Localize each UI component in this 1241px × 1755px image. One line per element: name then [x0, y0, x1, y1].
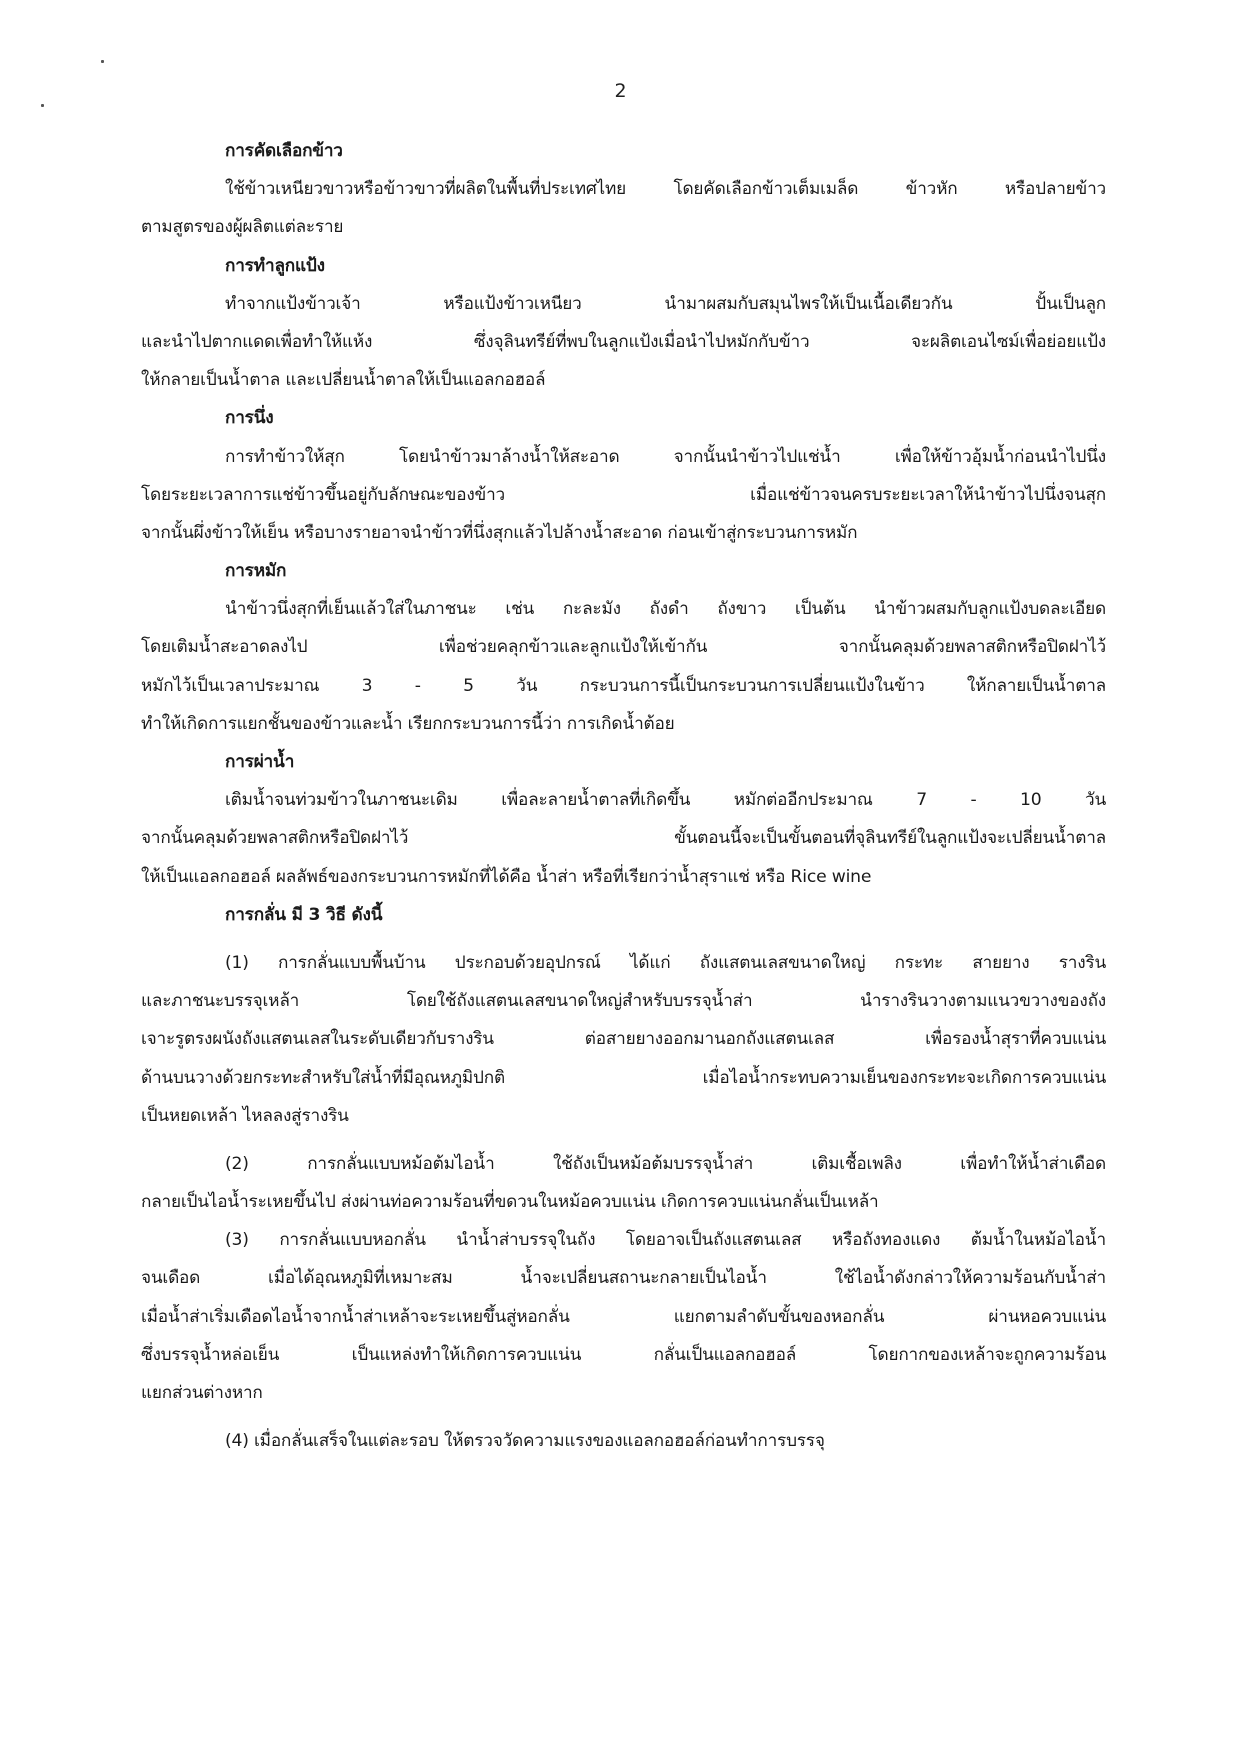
list-item-line: (1) การกลั่นแบบพื้นบ้าน ประกอบด้วยอุปกรณ์ ได้แก่ ถังแสตนเลสขนาดใหญ่ กระทะ สายยาง รางริน [225, 952, 1106, 973]
list-item-line: เมื่อน้ำส่าเริ่มเดือดไอน้ำจากน้ำส่าเหล้าจะระเหยขึ้นสู่หอกลั่น แยกตามลำดับขั้นของหอกลั่น ผ่านหอควบแน่น [141, 1306, 1106, 1327]
paragraph-line: ทำให้เกิดการแยกชั้นของข้าวและน้ำ เรียกกระบวนการนี้ว่า การเกิดน้ำต้อย [141, 713, 675, 734]
scan-speck [41, 104, 44, 107]
section-heading-suffix: มี 3 วิธี ดังนี้ [285, 904, 383, 925]
section-heading: การหมัก [225, 561, 287, 582]
paragraph-line: เติมน้ำจนท่วมข้าวในภาชนะเดิม เพื่อละลายน้ำตาลที่เกิดขึ้น หมักต่ออีกประมาณ 7 - 10 วัน [225, 790, 1106, 811]
paragraph-line: จากนั้นผึ่งข้าวให้เย็น หรือบางรายอาจนำข้าวที่นึ่งสุกแล้วไปล้างน้ำสะอาด ก่อนเข้าสู่กระบวนการหมัก [141, 522, 858, 543]
section-heading: การผ่าน้ำ [225, 752, 295, 772]
document-body [141, 132, 1106, 1460]
paragraph-line: ให้เป็นแอลกอฮอล์ ผลลัพธ์ของกระบวนการหมักที่ได้คือ น้ำส่า หรือที่เรียกว่าน้ำสุราแช่ หรือ Rice wine [141, 866, 872, 887]
paragraph-line: จากนั้นคลุมด้วยพลาสติกหรือปิดฝาไว้ ขั้นตอนนี้จะเป็นขั้นตอนที่จุลินทรีย์ในลูกแป้งจะเปลี่ยนน้ำตาล [141, 828, 1106, 849]
paragraph-line: โดยเติมน้ำสะอาดลงไป เพื่อช่วยคลุกข้าวและลูกแป้งให้เข้ากัน จากนั้นคลุมด้วยพลาสติกหรือปิดฝาไว้ [141, 637, 1106, 658]
list-item-line: เจาะรูตรงผนังถังแสตนเลสในระดับเดียวกับรางริน ต่อสายยางออกมานอกถังแสตนเลส เพื่อรองน้ำสุราที่ควบแน่น [141, 1029, 1106, 1050]
list-item-line: กลายเป็นไอน้ำระเหยขึ้นไป ส่งผ่านท่อความร้อนที่ขดวนในหม้อควบแน่น เกิดการควบแน่นกลั่นเป็นเหล้า [141, 1192, 879, 1213]
paragraph-line: ให้กลายเป็นน้ำตาล และเปลี่ยนน้ำตาลให้เป็นแอลกอฮอล์ [141, 370, 546, 391]
list-item-line: ซึ่งบรรจุน้ำหล่อเย็น เป็นแหล่งทำให้เกิดการควบแน่น กลั่นเป็นแอลกอฮอล์ โดยกากของเหล้าจะถูกความร้อน [141, 1344, 1106, 1365]
page-number: 2 [614, 80, 627, 102]
paragraph-line: ใช้ข้าวเหนียวขาวหรือข้าวขาวที่ผลิตในพื้นที่ประเทศไทย โดยคัดเลือกข้าวเต็มเมล็ด ข้าวหัก หรือปลายข้าว [225, 179, 1106, 200]
section-heading-label: การกลั่น [225, 904, 286, 925]
list-item-line: (3) การกลั่นแบบหอกลั่น นำน้ำส่าบรรจุในถัง โดยอาจเป็นถังแสตนเลส หรือถังทองแดง ต้มน้ำในหม้อไอน้ำ [225, 1230, 1106, 1251]
list-item-line: เป็นหยดเหล้า ไหลลงสู่รางริน [141, 1105, 349, 1126]
section-heading: การคัดเลือกข้าว [225, 141, 343, 161]
paragraph-line: หมักไว้เป็นเวลาประมาณ 3 - 5 วัน กระบวนการนี้เป็นกระบวนการเปลี่ยนแป้งในข้าว ให้กลายเป็นน้ำตาล [141, 675, 1106, 696]
list-item-line: จนเดือด เมื่อได้อุณหภูมิที่เหมาะสม น้ำจะเปลี่ยนสถานะกลายเป็นไอน้ำ ใช้ไอน้ำดังกล่าวให้ความร้อนกับน้ำส่า [141, 1268, 1106, 1289]
list-item-line: (4) เมื่อกลั่นเสร็จในแต่ละรอบ ให้ตรวจวัดความแรงของแอลกอฮอล์ก่อนทำการบรรจุ [225, 1431, 825, 1452]
list-item-line: ด้านบนวางด้วยกระทะสำหรับใส่น้ำที่มีอุณหภูมิปกติ เมื่อไอน้ำกระทบความเย็นของกระทะจะเกิดการควบแน่น [141, 1067, 1106, 1088]
paragraph-line: ตามสูตรของผู้ผลิตแต่ละราย [141, 217, 344, 238]
scan-speck [101, 60, 104, 63]
list-item-line: และภาชนะบรรจุเหล้า โดยใช้ถังแสตนเลสขนาดใหญ่สำหรับบรรจุน้ำส่า นำรางรินวางตามแนวขวางของถัง [141, 991, 1106, 1012]
paragraph-line: นำข้าวนึ่งสุกที่เย็นแล้วใส่ในภาชนะ เช่น กะละมัง ถังดำ ถังขาว เป็นต้น นำข้าวผสมกับลูกแป้งบดละเอียด [225, 599, 1106, 620]
paragraph-line: ทำจากแป้งข้าวเจ้า หรือแป้งข้าวเหนียว นำมาผสมกับสมุนไพรให้เป็นเนื้อเดียวกัน ปั้นเป็นลูก [225, 293, 1106, 314]
paragraph-line: และนำไปตากแดดเพื่อทำให้แห้ง ซึ่งจุลินทรีย์ที่พบในลูกแป้งเมื่อนำไปหมักกับข้าว จะผลิตเอนไซม์เพื่อย่อยแป้ง [141, 331, 1106, 352]
list-item-line: แยกส่วนต่างหาก [141, 1383, 263, 1403]
section-heading: การทำลูกแป้ง [225, 255, 325, 276]
section-heading: การนึ่ง [225, 408, 274, 429]
paragraph-line: การทำข้าวให้สุก โดยนำข้าวมาล้างน้ำให้สะอาด จากนั้นนำข้าวไปแช่น้ำ เพื่อให้ข้าวอุ้มน้ำก่อนนำไปนึ่ง [225, 446, 1106, 467]
list-item-line: (2) การกลั่นแบบหม้อต้มไอน้ำ ใช้ถังเป็นหม้อต้มบรรจุน้ำส่า เติมเชื้อเพลิง เพื่อทำให้น้ำส่าเดือด [225, 1153, 1106, 1174]
section-heading [141, 896, 1106, 934]
paragraph-line: โดยระยะเวลาการแช่ข้าวขึ้นอยู่กับลักษณะของข้าว เมื่อแช่ข้าวจนครบระยะเวลาให้นำข้าวไปนึ่งจนสุก [141, 484, 1106, 505]
